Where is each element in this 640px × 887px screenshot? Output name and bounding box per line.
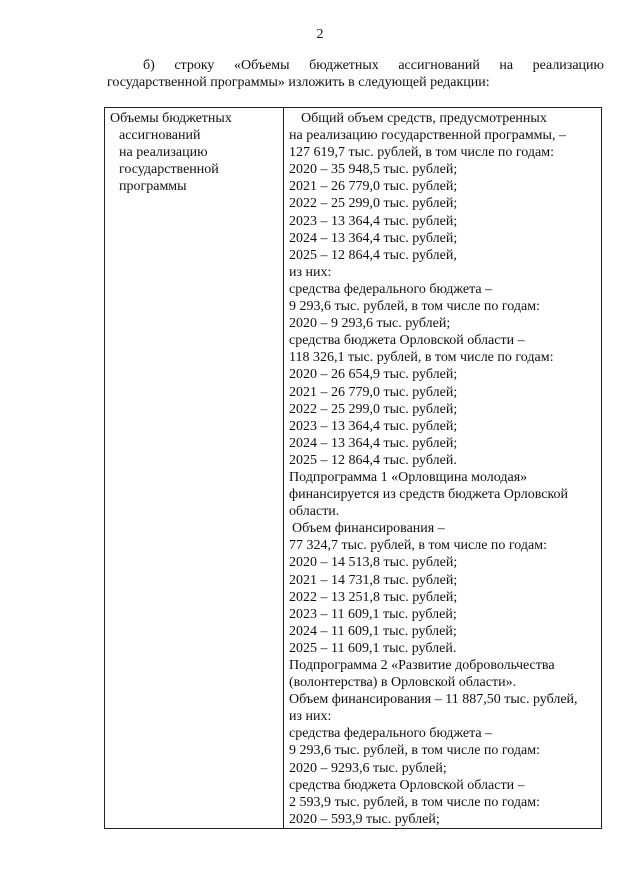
content-line: финансируется из средств бюджета Орловской (289, 487, 569, 503)
content-line: 9 293,6 тыс. рублей, в том числе по годам: (289, 299, 540, 315)
table-cell-content (284, 108, 602, 829)
content-line: 2023 – 13 364,4 тыс. рублей; (289, 418, 458, 434)
content-line: 2 593,9 тыс. рублей, в том числе по годам: (289, 794, 540, 810)
content-line: 2024 – 13 364,4 тыс. рублей; (289, 435, 458, 451)
content-line: 77 324,7 тыс. рублей, в том числе по годам: (289, 538, 547, 554)
content-line: 2020 – 35 948,5 тыс. рублей; (289, 162, 458, 178)
content-line: Объем финансирования – (292, 521, 445, 537)
label-line: на реализацию (119, 145, 208, 161)
content-line: средства федерального бюджета – (289, 726, 493, 742)
content-line: 9 293,6 тыс. рублей, в том числе по годам: (289, 743, 540, 759)
content-line: Объем финансирования – 11 887,50 тыс. рублей, (289, 692, 578, 708)
content-line: средства бюджета Орловской области – (289, 333, 525, 349)
content-line: 127 619,7 тыс. рублей, в том числе по годам: (289, 145, 554, 161)
content-line: на реализацию государственной программы, – (289, 128, 566, 144)
content-line: 2025 – 12 864,4 тыс. рублей. (289, 452, 457, 468)
content-line: 2024 – 11 609,1 тыс. рублей; (289, 623, 457, 639)
content-line: 2021 – 14 731,8 тыс. рублей; (289, 572, 458, 588)
label-line: государственной (119, 162, 219, 178)
intro-paragraph (107, 57, 604, 91)
content-line: 2021 – 26 779,0 тыс. рублей; (289, 384, 458, 400)
content-line: 2020 – 14 513,8 тыс. рублей; (289, 555, 458, 571)
content-line: (волонтерства) в Орловской области». (289, 675, 517, 691)
content-line: 118 326,1 тыс. рублей, в том числе по годам: (289, 350, 554, 366)
content-line: 2022 – 25 299,0 тыс. рублей; (289, 196, 458, 212)
content-line: 2020 – 26 654,9 тыс. рублей; (289, 367, 458, 383)
content-line: 2025 – 11 609,1 тыс. рублей. (289, 640, 457, 656)
content-line: 2022 – 13 251,8 тыс. рублей; (289, 589, 458, 605)
budget-table (104, 107, 602, 829)
content-line: 2025 – 12 864,4 тыс. рублей, (289, 247, 457, 263)
content-line: Подпрограмма 1 «Орловщина молодая» (289, 469, 528, 485)
content-line: Подпрограмма 2 «Развитие добровольчества (289, 658, 555, 673)
content-line: из них: (289, 709, 332, 725)
content-line: 2023 – 13 364,4 тыс. рублей; (289, 213, 458, 229)
page-number: 2 (316, 27, 324, 42)
content-line: средства бюджета Орловской области – (289, 777, 525, 793)
table-row (105, 108, 602, 829)
intro-line-1: б) строку «Объемы бюджетных ассигнований на реализацию (143, 58, 604, 73)
content-line: 2024 – 13 364,4 тыс. рублей; (289, 230, 458, 246)
content-line: 2020 – 9293,6 тыс. рублей; (289, 760, 447, 776)
content-line: 2020 – 9 293,6 тыс. рублей; (289, 316, 451, 332)
content-line: 2023 – 11 609,1 тыс. рублей; (289, 606, 457, 622)
content-line: 2021 – 26 779,0 тыс. рублей; (289, 179, 458, 195)
content-line: из них: (289, 264, 332, 280)
table-cell-label (105, 108, 284, 829)
content-line: Общий объем средств, предусмотренных (301, 111, 547, 126)
label-line: ассигнований (119, 128, 201, 144)
content-line: 2022 – 25 299,0 тыс. рублей; (289, 401, 458, 417)
intro-line-2: государственной программы» изложить в следующей редакции: (107, 75, 490, 90)
label-line: Объемы бюджетных (110, 111, 232, 126)
content-line: средства федерального бюджета – (289, 281, 493, 297)
label-line: программы (119, 179, 187, 195)
content-line: 2020 – 593,9 тыс. рублей; (289, 811, 440, 827)
content-line: области. (289, 504, 340, 520)
